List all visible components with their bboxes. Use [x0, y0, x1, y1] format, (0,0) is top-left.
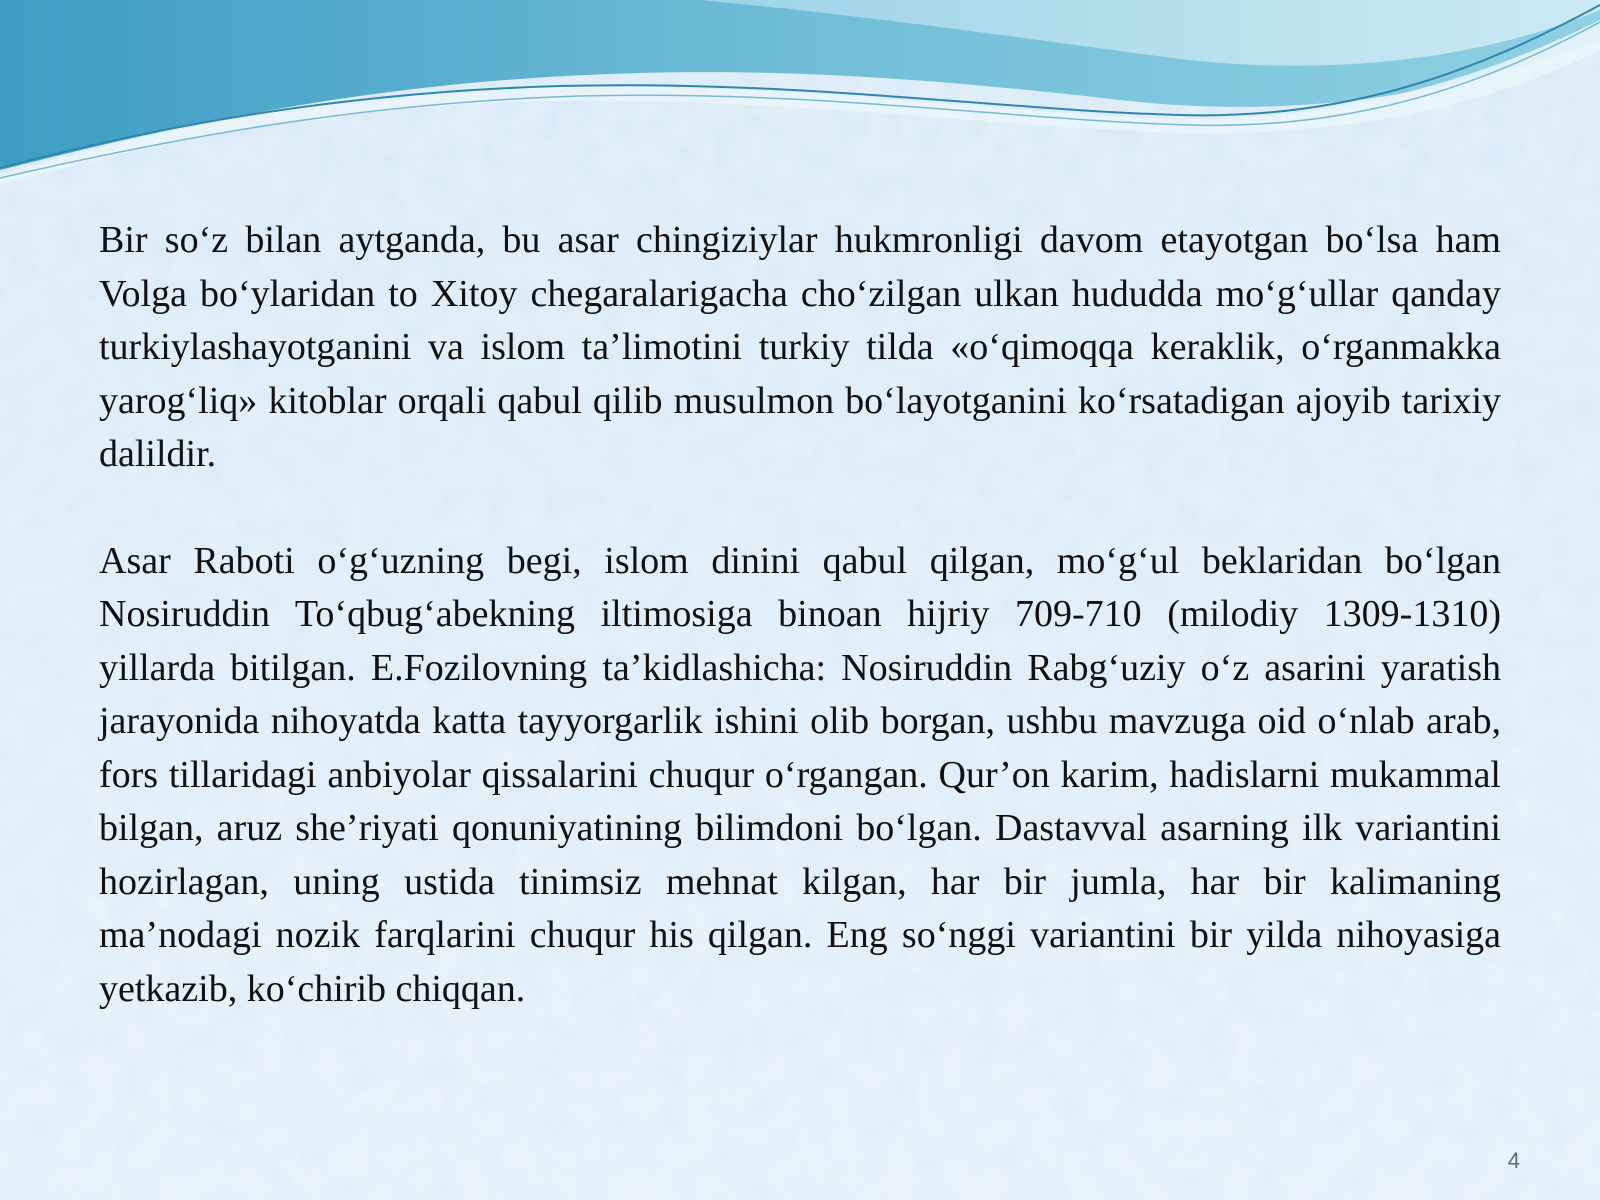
wave-header-decoration — [0, 0, 1600, 200]
slide-body-text — [99, 214, 1501, 1016]
paragraph-2: Asar Raboti o‘g‘uzning begi, islom dinini qabul qilgan, mo‘g‘ul beklaridan bo‘lgan Nosiruddin To‘qbug‘abekning iltimosiga binoan hijriy 709-710 (milodiy 1309-1310) yillarda bitilgan. E.Fozilovning ta’kidlashicha: Nosiruddin Rabg‘uziy o‘z asarini yaratish jarayonida nihoyatda katta tayyorgarlik ishini olib borgan, ushbu mavzuga oid o‘nlab arab, fors tillaridagi anbiyolar qissalarini chuqur o‘rgangan. Qur’on karim, hadislarni mukammal bilgan, aruz she’riyati qonuniyatining bilimdoni bo‘lgan. Dastavval asarning ilk variantini hozirlagan, uning ustida tinimsiz mehnat kilgan, har bir jumla, har bir kalimaning ma’nodagi nozik farqlarini chuqur his qilgan. Eng so‘nggi variantini bir yilda nihoyasiga yetkazib, ko‘chirib chiqqan. — [99, 539, 1501, 1010]
page-number: 4 — [1507, 1148, 1520, 1173]
paragraph-1: Bir so‘z bilan aytganda, bu asar chingiziylar hukmronligi davom etayotgan bo‘lsa ham Volga bo‘ylaridan to Xitoy chegaralarigacha cho‘zilgan ulkan hududda mo‘g‘ullar qanday turkiylashayotganini va islom ta’limotini turkiy tilda «o‘qimoqqa keraklik, o‘rganmakka yarog‘liq» kitoblar orqali qabul qilib musulmon bo‘layotganini ko‘rsatadigan ajoyib tarixiy dalildir. — [99, 219, 1501, 475]
